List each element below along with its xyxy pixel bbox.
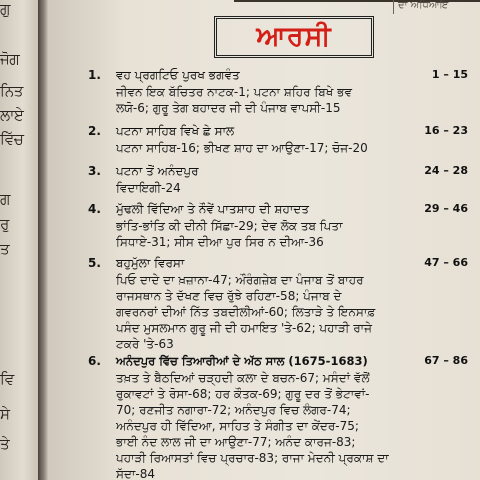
facing-page-fragment: ਨਿਤ (0, 82, 23, 100)
entry-subtopics: ਤਖ਼ਤ ਤੇ ਬੈਠਦਿਆਂ ਚੜ੍ਹਦੀ ਕਲਾ ਦੇ ਬਚਨ-67; ਮਸੰਦਾਂ ਵੱਲੋਂ (116, 371, 370, 385)
page-title-box (214, 16, 374, 58)
entry-subtopics: ਟਕਰੇ 'ਤੇ-63 (116, 337, 174, 351)
entry-subtopics: ਪਸੰਦ ਮੁਸਲਮਾਨ ਗੁਰੂ ਜੀ ਦੀ ਹਮਾਇਤ 'ਤੇ-62; ਪਹਾੜੀ ਰਾਜੇ (116, 321, 372, 335)
entry-number: 2. (88, 124, 101, 138)
entry-heading: ਪਟਨਾ ਸਾਹਿਬ ਵਿਖੇ ਛੇ ਸਾਲ (116, 124, 235, 138)
previous-page-strip: ਦਾ ਅਧਿਆਇ (393, 0, 480, 14)
entry-subtopics: ਰੁਕਾਵਟਾਂ ਤੇ ਰੋਸਾ-68; ਹਰ ਕੌਤਕ-69; ਗੁਰੂ ਦਰ ਤੋਂ ਭੇਟਾਵਾਂ- (116, 387, 370, 401)
facing-page-fragment: ਵਿੱਚ (0, 130, 24, 148)
entry-number: 6. (88, 354, 101, 368)
entry-pages: 16 – 23 (424, 124, 468, 137)
facing-page-fragment: ਗ (0, 190, 10, 208)
facing-page-fragment: ਤ (0, 240, 10, 258)
entry-pages: 67 – 86 (424, 354, 468, 367)
entry-heading: ਵਹ ਪ੍ਰਗਟਿਓ ਪੁਰਖ ਭਗਵੰਤ (116, 68, 240, 82)
entry-subtopics: ਪਟਨਾ ਸਾਹਿਬ-16; ਭੀਖਣ ਸ਼ਾਹ ਦਾ ਆਉਣਾ-17; ਚੋਜ-20 (116, 141, 368, 155)
facing-page-fragment: ਲਾਏ (0, 106, 24, 124)
entry-number: 5. (88, 256, 101, 270)
entry-subtopics: ਸੱਦਾ-84 (116, 467, 155, 480)
facing-page-fragment: ਜੋਗ (0, 50, 20, 68)
entry-heading: ਅਨੰਦਪੁਰ ਵਿੱਚ ਤਿਆਰੀਆਂ ਦੇ ਅੱਠ ਸਾਲ (1675-1683) (116, 354, 368, 368)
entry-pages: 47 – 66 (424, 256, 468, 269)
book-gutter (38, 0, 48, 480)
page-title: ਆਰਸੀ (256, 21, 332, 52)
facing-page-fragment: ਗੁ (0, 0, 10, 18)
facing-page-fragment: ਵਿ (0, 370, 14, 388)
contents-page (48, 0, 480, 480)
entry-subtopics: ਵਿਦਾਇਗੀ-24 (116, 181, 181, 195)
entry-subtopics: ਅਨੰਦਪੁਰ ਹੀ ਵਿੱਦਿਆ, ਸਾਹਿਤ ਤੇ ਸੰਗੀਤ ਦਾ ਕੇਂਦਰ-75; (116, 419, 359, 433)
entry-subtopics: ਰਾਜਸਥਾਨ ਤੇ ਦੱਖਣ ਵਿਚ ਰੁੱਝੇ ਰਹਿਣਾ-58; ਪੰਜਾਬ ਦੇ (116, 289, 342, 303)
facing-page-edge (0, 0, 38, 480)
facing-page-fragment: ਤੇ (0, 435, 10, 453)
entry-subtopics: ਗਵਰਨਰਾਂ ਦੀਆਂ ਨਿੱਤ ਤਬਦੀਲੀਆਂ-60; ਲਿਤਾੜੇ ਤੇ ਇਨਸਾਫ਼ (116, 305, 376, 319)
facing-page-fragment: ਸੇ (0, 405, 10, 423)
entry-number: 1. (88, 68, 101, 82)
entry-heading: ਮੁੱਢਲੀ ਵਿੱਦਿਆ ਤੇ ਨੌਵੇਂ ਪਾਤਸ਼ਾਹ ਦੀ ਸ਼ਹਾਦਤ (116, 202, 309, 216)
entry-heading: ਪਟਨਾ ਤੋਂ ਅਨੰਦਪੁਰ (116, 164, 199, 178)
entry-subtopics: 70; ਰਣਜੀਤ ਨਗਾਰਾ-72; ਅਨੰਦਪੁਰ ਵਿਚ ਲੰਗਰ-74; (116, 403, 351, 417)
facing-page-fragment: ਰੁ (0, 215, 9, 233)
entry-subtopics: ਭਾਈ ਨੰਦ ਲਾਲ ਜੀ ਦਾ ਆਉਣਾ-77; ਅਨੰਦ ਕਾਰਜ-83; (116, 435, 356, 449)
entry-subtopics: ਭਾਂਤਿ-ਭਾਂਤਿ ਕੀ ਦੀਨੀ ਸਿੱਛਾ-29; ਦੇਵ ਲੋਕ ਤਬ ਪਿਤਾ (116, 219, 343, 233)
entry-pages: 29 – 46 (424, 202, 468, 215)
entry-pages: 1 – 15 (431, 68, 468, 81)
entry-subtopics: ਸਿਧਾਏ-31; ਸੀਸ ਦੀਆ ਪੁਰ ਸਿਰ ਨ ਦੀਆ-36 (116, 235, 324, 249)
entry-pages: 24 – 28 (424, 164, 468, 177)
entry-number: 3. (88, 164, 101, 178)
entry-number: 4. (88, 202, 101, 216)
entry-subtopics: ਲਯੋ-6; ਗੁਰੂ ਤੇਗ ਬਹਾਦਰ ਜੀ ਦੀ ਪੰਜਾਬ ਵਾਪਸੀ-15 (116, 101, 341, 115)
entry-subtopics: ਜੀਵਨ ਇਕ ਬੱਚਿਤਰ ਨਾਟਕ-1; ਪਟਨਾ ਸ਼ਹਿਰ ਬਿਖੇ ਭਵ (116, 85, 353, 99)
entry-subtopics: ਪਹਾੜੀ ਰਿਆਸਤਾਂ ਵਿਚ ਪ੍ਰਚਾਰ-83; ਰਾਜਾ ਮੇਦਨੀ ਪ੍ਰਕਾਸ਼ ਦਾ (116, 451, 389, 465)
entry-heading: ਬਹੁਮੁੱਲਾ ਵਿਰਸਾ (116, 256, 185, 270)
entry-subtopics: ਪਿਓ ਦਾਦੇ ਦਾ ਖ਼ਜ਼ਾਨਾ-47; ਔਰੰਗਜ਼ੇਬ ਦਾ ਪੰਜਾਬ ਤੋਂ ਬਾਹਰ (116, 273, 364, 287)
